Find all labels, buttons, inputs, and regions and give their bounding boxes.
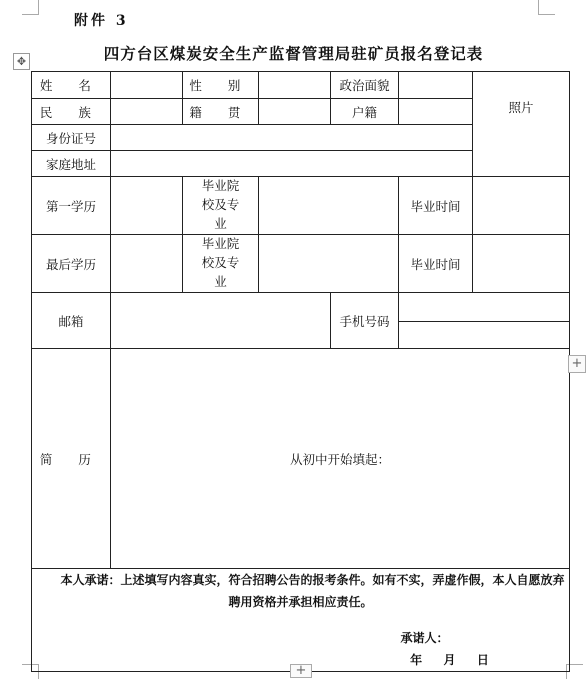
registration-table xyxy=(31,71,570,672)
table-move-handle[interactable] xyxy=(13,53,30,70)
hukou-field[interactable] xyxy=(399,99,473,125)
corner-mark-top-left xyxy=(22,0,39,15)
add-column-button[interactable] xyxy=(568,355,586,373)
school-major-label-1: 毕业院校及专业 xyxy=(183,177,259,235)
school-major-label-2: 毕业院校及专业 xyxy=(183,235,259,293)
photo-cell[interactable] xyxy=(473,72,570,177)
grad-time-label-2: 毕业时间 xyxy=(399,235,473,293)
name-label: 姓 名 xyxy=(32,72,111,99)
id-number-field[interactable] xyxy=(111,125,473,151)
id-number-label: 身份证号 xyxy=(32,125,111,151)
resume-label: 简 历 xyxy=(32,349,111,569)
date-label: 年 月 日 xyxy=(410,653,489,667)
first-degree-label: 第一学历 xyxy=(32,177,111,235)
add-row-button[interactable] xyxy=(290,664,312,678)
phone-field[interactable] xyxy=(399,293,570,349)
political-label: 政治面貌 xyxy=(331,72,399,99)
resume-field[interactable] xyxy=(111,349,570,569)
grad-time-field-2[interactable] xyxy=(473,235,570,293)
promise-text: 本人承诺：上述填写内容真实，符合招聘公告的报考条件。如有不实，弄虚作假，本人自愿放弃聘用资格并承担相应责任。 xyxy=(60,573,565,609)
last-degree-label: 最后学历 xyxy=(32,235,111,293)
gender-field[interactable] xyxy=(259,72,331,99)
address-label: 家庭地址 xyxy=(32,151,111,177)
promise-cell xyxy=(32,569,570,672)
native-place-label: 籍 贯 xyxy=(183,99,259,125)
attachment-label: 附件 3 xyxy=(74,13,129,29)
ethnicity-label: 民 族 xyxy=(32,99,111,125)
gender-label: 性 别 xyxy=(183,72,259,99)
page-title: 四方台区煤炭安全生产监督管理局驻矿员报名登记表 xyxy=(103,44,484,63)
native-place-field[interactable] xyxy=(259,99,331,125)
plus-icon: + xyxy=(295,663,307,678)
last-degree-field[interactable] xyxy=(111,235,183,293)
email-field[interactable] xyxy=(111,293,331,349)
political-field[interactable] xyxy=(399,72,473,99)
corner-mark-top-right xyxy=(538,0,555,15)
name-field[interactable] xyxy=(111,72,183,99)
phone-label: 手机号码 xyxy=(331,293,399,349)
resume-hint: 从初中开始填起： xyxy=(289,452,390,467)
grad-time-field-1[interactable] xyxy=(473,177,570,235)
hukou-label: 户籍 xyxy=(331,99,399,125)
plus-icon: + xyxy=(571,356,583,371)
move-arrows-icon: ✥ xyxy=(16,55,27,68)
address-field[interactable] xyxy=(111,151,473,177)
signer-label: 承诺人： xyxy=(400,631,449,645)
grad-time-label-1: 毕业时间 xyxy=(399,177,473,235)
photo-label: 照片 xyxy=(508,101,534,115)
ethnicity-field[interactable] xyxy=(111,99,183,125)
school-major-field-2[interactable] xyxy=(259,235,399,293)
email-label: 邮箱 xyxy=(32,293,111,349)
school-major-field-1[interactable] xyxy=(259,177,399,235)
first-degree-field[interactable] xyxy=(111,177,183,235)
